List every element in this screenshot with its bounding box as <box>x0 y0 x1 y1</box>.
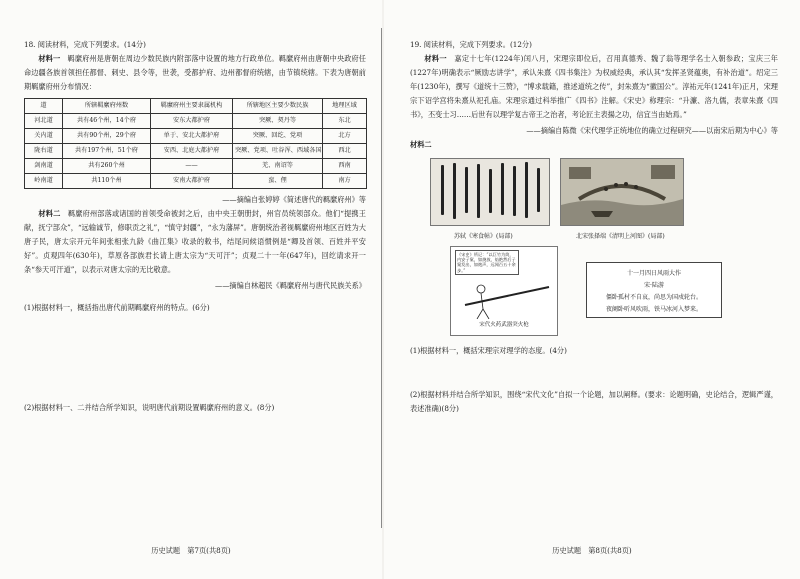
material-text: 羁縻府州部落或诸国的首领受命被封之后，由中央王朝册封，州官员统领部众。他们“提携王献，抚宁部众”，“远输诚节，修职贡之礼”，“慎守封疆”，“永为藩屏”。唐朝统治者视羁縻府州地区百姓为大唐子民，唐太宗开元年间张相张九龄《曲江集》收录的敕书，结尾问候语惯例是“卿及首领、百姓并平安好”。贞观四年(630年)，草原各部族君长请上唐太宗为“天可汗”；贞观二十一年(647年)，回纥请求开一条“参天可汗道”，以表示对唐太宗的无比敬意。 <box>24 209 366 274</box>
table-cell: 西北 <box>323 144 367 159</box>
fire-lance-caption: 宋代火药武器突火枪 <box>479 322 529 328</box>
scroll-illustration <box>561 159 683 225</box>
table-cell: 关内道 <box>25 129 63 144</box>
table-row <box>25 129 367 144</box>
table-header-row <box>25 99 367 114</box>
table-row <box>25 144 367 159</box>
table-cell: 突厥、契丹等 <box>233 114 323 129</box>
material-label: 材料一 <box>38 54 61 63</box>
table-cell: —— <box>151 159 233 174</box>
page-footer: 历史试题 第7页(共8页) <box>151 546 231 555</box>
table-cell: 安东大都护府 <box>151 114 233 129</box>
table-cell: 蛮、俚 <box>233 174 323 189</box>
poem-title: 十一月四日风雨大作 <box>626 270 681 277</box>
sub-question-1: (1)根据材料一，概括宋理宗对理学的态度。(4分) <box>410 346 567 355</box>
distribution-table <box>24 98 367 189</box>
table-row <box>25 159 367 174</box>
question-18 <box>24 38 366 415</box>
sub-question-1: (1)根据材料一，概括指出唐代前期羁縻府州的特点。(6分) <box>24 303 210 312</box>
material-2-label: 材料二 <box>410 140 432 149</box>
exam-page-7 <box>0 0 382 579</box>
material-1 <box>24 52 366 94</box>
fire-lance-illustration <box>451 247 557 319</box>
table-cell: 共有90个州，29个府 <box>63 129 151 144</box>
poem-line: 僵卧孤村不自哀，尚思为国戍轮台。 <box>605 294 702 301</box>
table-cell: 剑南道 <box>25 159 63 174</box>
material-2 <box>24 207 366 277</box>
question-title: 18. 阅读材料，完成下列要求。(14分) <box>24 40 146 49</box>
calligraphy-image <box>430 158 550 226</box>
table-cell: 安南大都护府 <box>151 174 233 189</box>
page-divider <box>381 28 382 528</box>
material-source: ——摘编自林超民《羁縻府州与唐代民族关系》 <box>215 281 366 290</box>
material-2-figures <box>410 154 778 336</box>
table-cell: 南方 <box>323 174 367 189</box>
table-cell: 东北 <box>323 114 367 129</box>
column-header: 羁縻府州主要隶属机构 <box>151 99 233 114</box>
material-text: 羁縻府州是唐朝在周边少数民族内附部落中设置的地方行政单位。羁縻府州由唐朝中央政府任命边疆各族首领担任都督、刺史、县令等，世袭，受都护府、边州都督府统辖，由节镇统辖。下表为唐朝前期羁縻府州分布情况： <box>24 54 366 91</box>
table-cell: 单于、安北大都护府 <box>151 129 233 144</box>
column-header: 地理区域 <box>323 99 367 114</box>
table-cell: 共有197个州，51个府 <box>63 144 151 159</box>
answer-space <box>24 315 366 401</box>
material-label: 材料一 <box>424 54 447 63</box>
table-row <box>25 174 367 189</box>
material-label: 材料二 <box>38 209 61 218</box>
scroll-caption: 北宋张择端《清明上河图》(局部) <box>576 233 665 240</box>
answer-space <box>410 358 778 388</box>
calligraphy-caption: 苏轼《寒食帖》(局部) <box>454 233 513 240</box>
material-source: ——摘编自陈微《宋代理学正统地位的确立过程研究——以南宋后期为中心》等 <box>526 126 778 135</box>
weapon-inset-text: 《宋史》所记：“以巨竹为筒，内安子窠，如烧放，焰绝然后子窠发出，如炮声，远闻百五十余步。” <box>455 250 519 275</box>
table-cell: 北方 <box>323 129 367 144</box>
material-1 <box>410 52 778 122</box>
table-cell: 共有260个州 <box>63 159 151 174</box>
table-cell: 陇右道 <box>25 144 63 159</box>
table-cell: 突厥、党项、吐谷浑、西域各国 <box>233 144 323 159</box>
page-footer: 历史试题 第8页(共8页) <box>552 546 632 555</box>
column-header: 所辖地区主要少数民族 <box>233 99 323 114</box>
material-source: ——摘编自张婷婷《简述唐代的羁縻府州》等 <box>222 195 366 204</box>
table-cell: 共110个州 <box>63 174 151 189</box>
poem-line: 夜阑卧听风吹雨，铁马冰河入梦来。 <box>605 306 702 313</box>
table-cell: 羌、南诏等 <box>233 159 323 174</box>
poem-author: 宋·陆游 <box>644 282 664 289</box>
question-19 <box>410 38 778 416</box>
poem-box <box>586 262 722 318</box>
question-title: 19. 阅读材料，完成下列要求。(12分) <box>410 40 532 49</box>
exam-page-8 <box>384 0 800 579</box>
fire-lance-image <box>450 246 558 336</box>
table-cell: 岭南道 <box>25 174 63 189</box>
table-cell: 安西、北庭大都护府 <box>151 144 233 159</box>
sub-question-2: (2)根据材料一、二并结合所学知识，说明唐代前期设置羁縻府州的意义。(8分) <box>24 403 275 412</box>
table-cell: 西南 <box>323 159 367 174</box>
column-header: 道 <box>25 99 63 114</box>
table-cell: 河北道 <box>25 114 63 129</box>
table-cell: 突厥、回纥、党项 <box>233 129 323 144</box>
column-header: 所辖羁縻府州数 <box>63 99 151 114</box>
qingming-scroll-image <box>560 158 684 226</box>
material-text: 嘉定十七年(1224年)闰八月，宋理宗即位后，召用真德秀、魏了翁等理学名士入朝参政；宝庆三年(1227年)明确表示“厥励志讲学”，承认朱熹《四书集注》为权威经典，承认其“发挥圣贤蕴奥，有补治道”。绍定三年(1230年)，撰写《道统十三赞》，“博求载籍，推述道统之传”，封朱熹为“徽国公”。淳祐元年(1241年)正月，宋理宗下诏学宫将朱熹从祀孔庙。宋理宗通过科举推广《四书》注解。《宋史》称理宗：“升濂、洛九儒，表章朱熹《四书》，丕变士习……后世有以理学复古帝王之治者，考论匠主表揚之功，信宜当由始焉。” <box>410 54 778 119</box>
sub-question-2: (2)根据材料并结合所学知识，围绕“宋代文化”自拟一个论题，加以阐释。(要求：论题明确，史论结合，逻辑严谨，表述准确)(8分) <box>410 390 778 413</box>
table-cell: 共有46个州，14个府 <box>63 114 151 129</box>
table-row <box>25 114 367 129</box>
